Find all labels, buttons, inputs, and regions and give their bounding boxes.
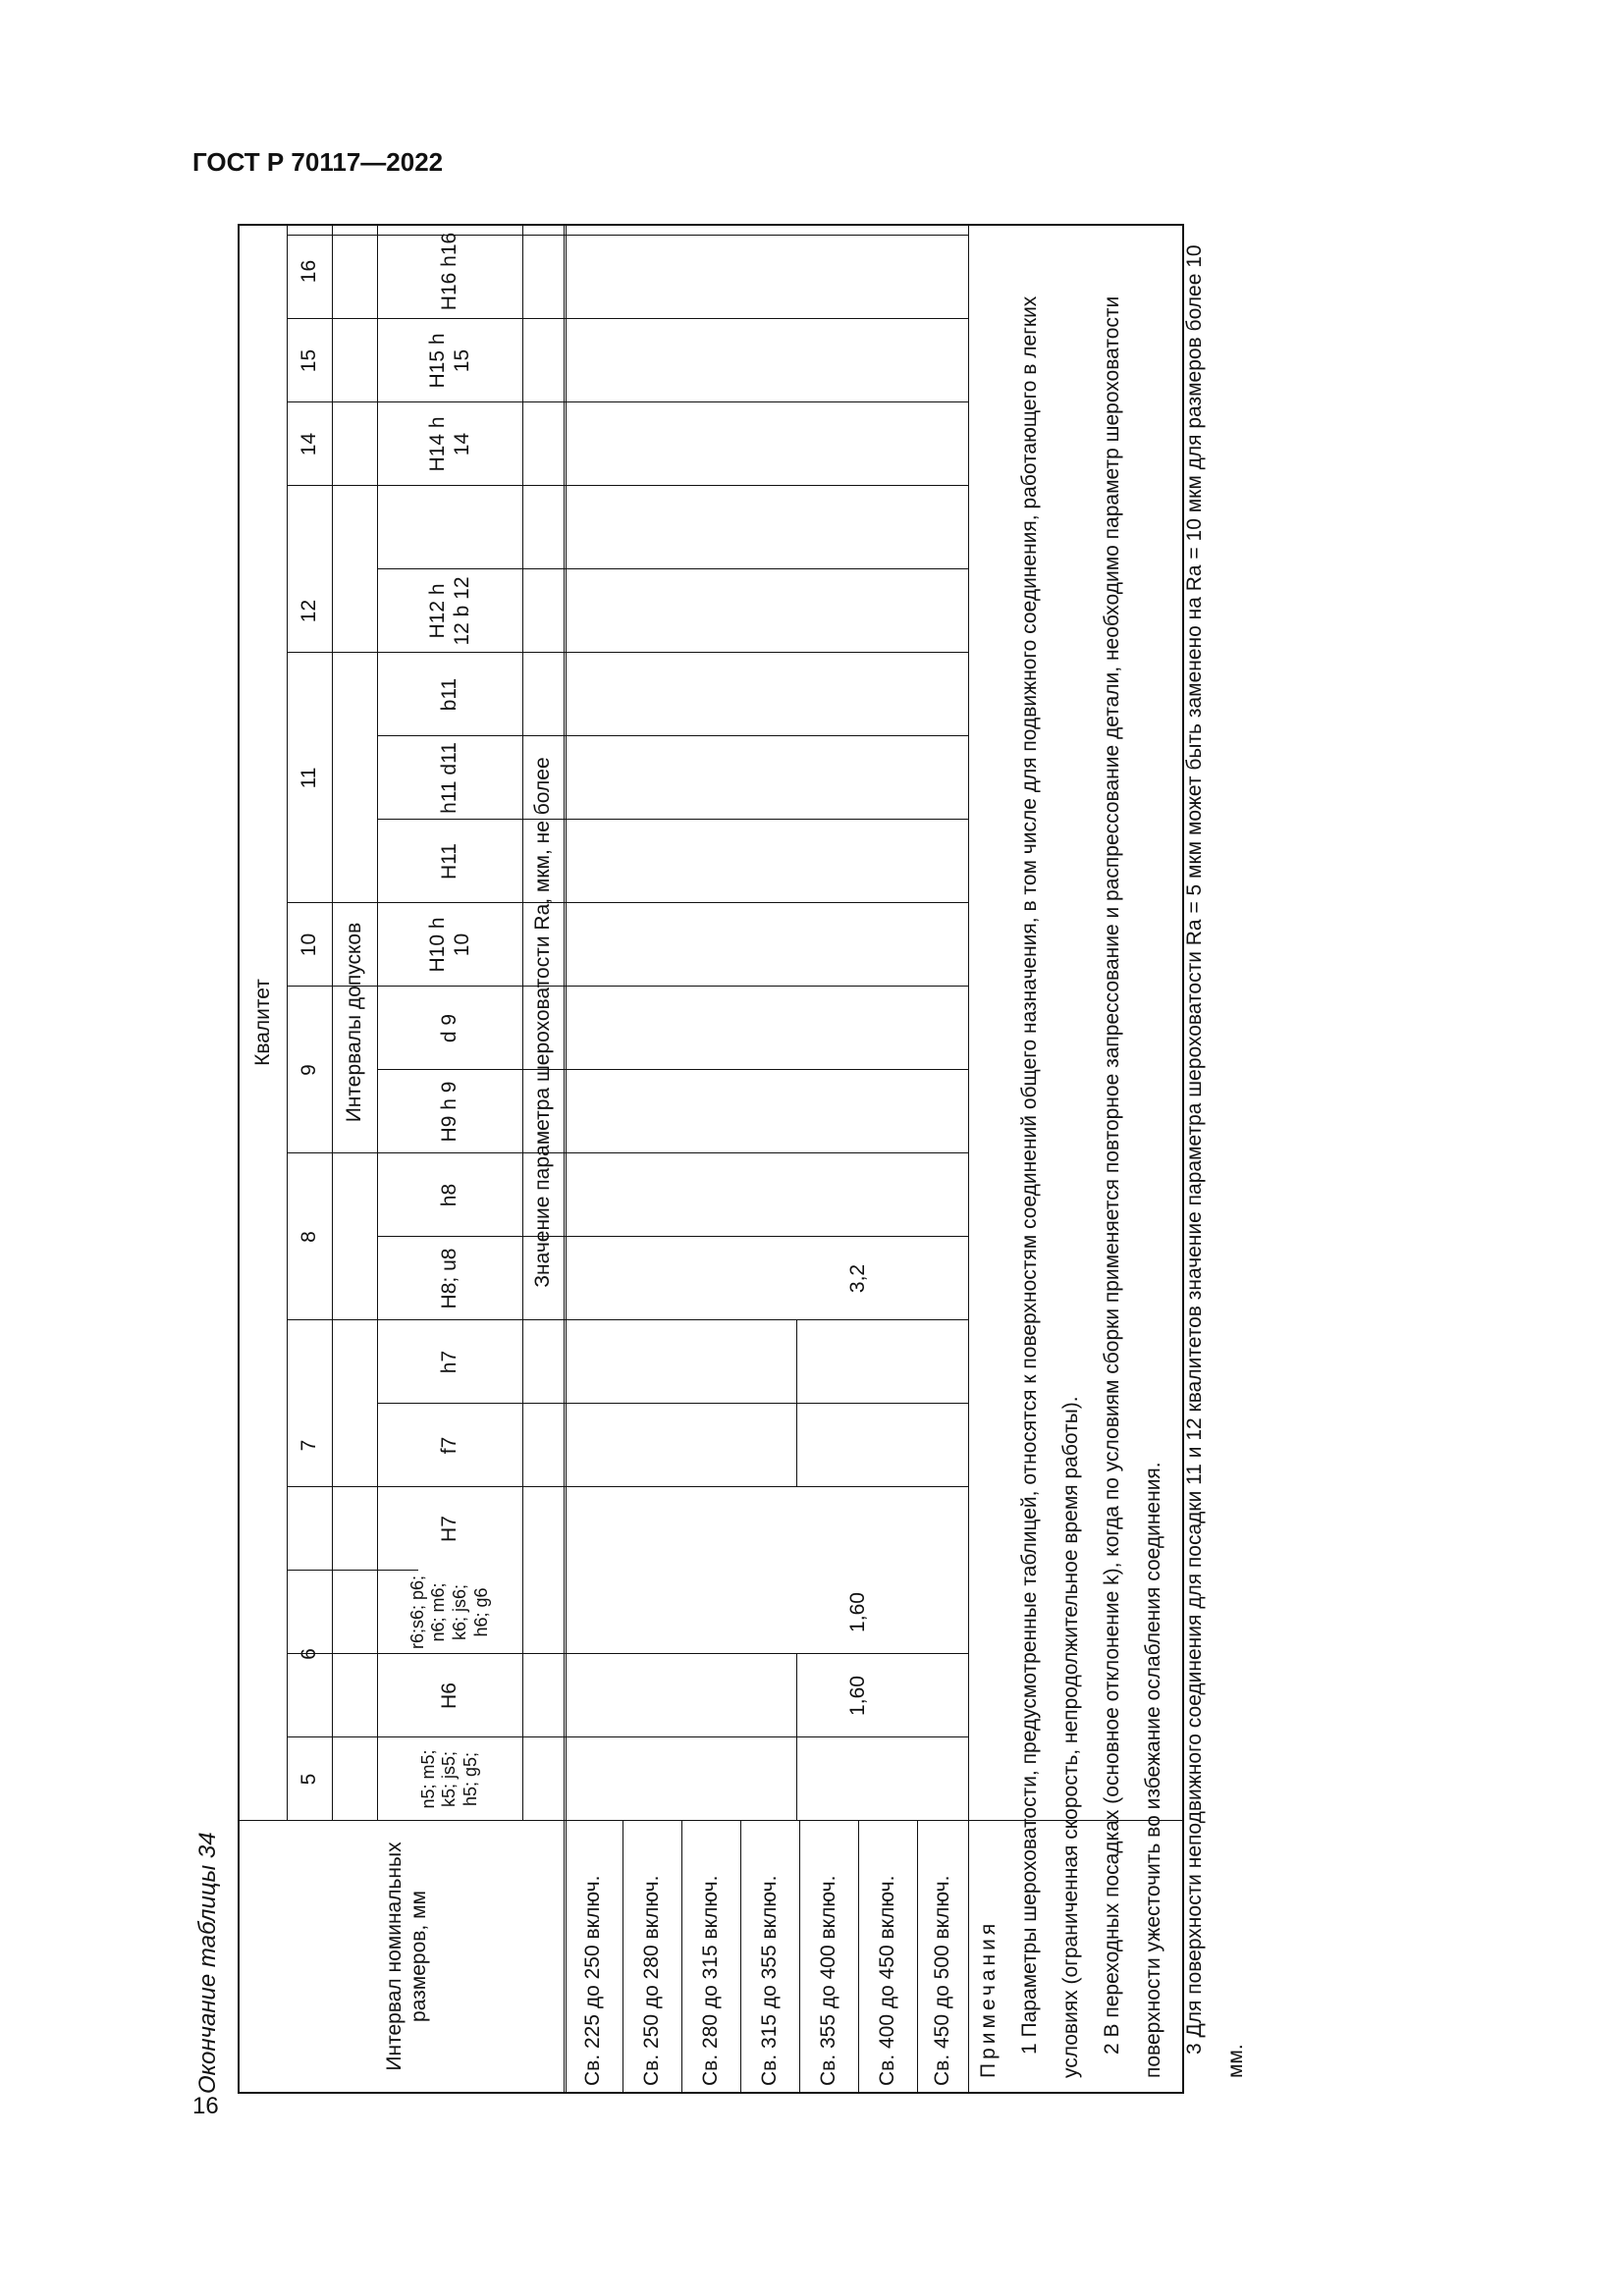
table-line — [796, 1654, 797, 1821]
tolerance-field: H8; u8 — [438, 1248, 461, 1309]
page-number: 16 — [192, 2093, 219, 2119]
tolerance-field: H10 h 10 — [425, 917, 473, 973]
row-label: Св. 400 до 450 включ. — [876, 1875, 898, 2086]
kvalitet-number: 14 — [298, 432, 321, 456]
notes-block — [968, 240, 1257, 2078]
note-item: 1 Параметры шероховатости, предусмотренные таблицей, относятся к поверхностям соединений общего назначения, в том числе для подвижного соединения, работающего в легких условиях (ограниченная скорость, непродолжительное время работы). — [1018, 295, 1082, 2078]
kvalitet-number: 11 — [298, 767, 321, 789]
row-label: Св. 225 до 250 включ. — [581, 1875, 604, 2086]
tolerance-field: H14 h 14 — [425, 416, 473, 472]
row-label: Св. 280 до 315 включ. — [699, 1875, 722, 2086]
kvalitet-number: 15 — [298, 348, 321, 373]
kvalitet-number: 10 — [298, 933, 321, 957]
tolerance-field: b11 — [438, 677, 461, 712]
corner-header: Интервал номинальных размеров, мм — [382, 1842, 430, 2071]
table-line — [564, 226, 567, 2092]
tolerance-field: H9 h 9 — [438, 1081, 461, 1143]
tolerance-field: H7 — [438, 1516, 461, 1542]
value-cell: 1,60 — [846, 1676, 870, 1716]
tolerance-field: n5; m5; k5; js5; h5; g5; — [417, 1749, 480, 1809]
kvalitet-number: 16 — [298, 259, 321, 284]
roughness-table — [238, 224, 1247, 2094]
table-line — [796, 1320, 797, 1487]
kvalitet-number: 8 — [298, 1231, 321, 1243]
row-label: Св. 450 до 500 включ. — [931, 1875, 953, 2086]
tolerance-field: r6;s6; p6; n6; m6; k6; js6; h6; g6 — [406, 1575, 491, 1650]
tolerance-title: Интервалы допусков — [343, 922, 366, 1123]
tolerance-field: H11 — [438, 843, 461, 880]
tolerance-field: H15 h 15 — [425, 333, 473, 389]
tolerance-field: H6 — [438, 1682, 461, 1709]
tolerance-field: f7 — [438, 1436, 461, 1455]
rotated-page-area — [192, 224, 1247, 2094]
kvalitet-number: 9 — [298, 1064, 321, 1076]
notes-title: Примечания — [977, 1919, 1000, 2078]
kvalitet-number: 12 — [298, 599, 321, 623]
rotated-content — [192, 224, 1247, 2094]
tolerance-field: d 9 — [438, 1013, 461, 1043]
tolerance-field: H16 h16 — [438, 232, 461, 311]
value-title: Значение параметра шероховатости Ra, мкм, не более — [531, 757, 555, 1288]
value-cell: 1,60 — [846, 1592, 870, 1632]
value-cell: 3,2 — [846, 1263, 870, 1294]
kvalitet-number: 7 — [298, 1439, 321, 1452]
tolerance-field: H12 h 12 b 12 — [425, 576, 473, 646]
document-header: ГОСТ Р 70117—2022 — [192, 147, 444, 177]
tolerance-field: h7 — [438, 1350, 461, 1374]
row-label: Св. 355 до 400 включ. — [817, 1875, 839, 2086]
kvalitet-title: Квалитет — [251, 979, 275, 1066]
tolerance-field: h11 d11 — [438, 742, 461, 814]
row-label: Св. 250 до 280 включ. — [640, 1875, 663, 2086]
kvalitet-number: 5 — [298, 1773, 321, 1786]
kvalitet-number: 6 — [298, 1648, 321, 1660]
note-item: 3 Для поверхности неподвижного соединения для посадки 11 и 12 квалитетов значение параметра шероховатости Ra = 5 мкм может быть заменено на Ra = 10 мкм для размеров более 10 мм. — [1183, 244, 1247, 2078]
tolerance-field: h8 — [438, 1183, 461, 1207]
note-item: 2 В переходных посадках (основное отклонение k), когда по условиям сборки применяется повторное запрессование и распрессование детали, необходимо параметр шероховатости поверхности ужесточить во избежание ослабления соединения. — [1101, 295, 1164, 2078]
row-label: Св. 315 до 355 включ. — [758, 1875, 781, 2086]
table-caption: Окончание таблицы 34 — [194, 1832, 221, 2094]
